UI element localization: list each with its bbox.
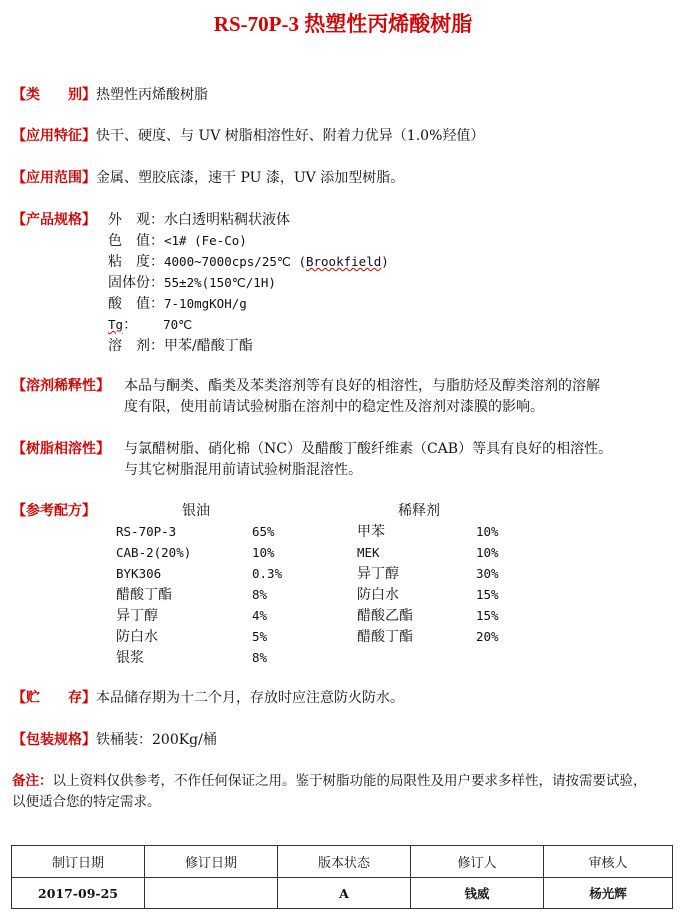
formula-cell: 防白水 [116, 629, 158, 645]
header-version: 版本状态 [278, 846, 411, 878]
formula-cell: 15% [476, 608, 499, 623]
header-created-date: 制订日期 [12, 846, 145, 878]
formula-cell: 8% [252, 650, 268, 665]
formula-cell: 30% [476, 566, 499, 581]
category-value: 热塑性丙烯酸树脂 [96, 87, 208, 103]
formula-cell: 醋酸乙酯 [357, 608, 413, 624]
dilution-label: 【溶剂稀释性】 [12, 378, 110, 394]
category-section [12, 85, 678, 105]
approver-name: 杨光辉 [544, 878, 673, 909]
spec-row: 酸 值：7-10mgKOH/g [108, 296, 247, 312]
formula-cell: 醋酸丁酯 [357, 629, 413, 645]
packaging-label: 【包装规格】 [12, 732, 96, 748]
formula-cell: BYK306 [116, 566, 162, 581]
formula-cell: 10% [252, 545, 275, 560]
formula-cell: 异丁醇 [357, 566, 399, 582]
note-line: 以便适合您的特定需求。 [12, 794, 161, 810]
scope-section [12, 168, 678, 188]
features-section [12, 126, 678, 146]
header-revised-date: 修订日期 [145, 846, 278, 878]
features-value: 快干、硬度、与 UV 树脂相溶性好、附着力优异（1.0%羟值） [96, 128, 485, 144]
document-title: RS-70P-3 热塑性丙烯酸树脂 [213, 12, 473, 36]
reviser-name: 钱威 [411, 878, 544, 909]
spec-row: 溶 剂：甲苯/醋酸丁酯 [108, 338, 253, 354]
features-label: 【应用特征】 [12, 128, 96, 144]
revised-date [145, 878, 278, 909]
formula-cell: 4% [252, 608, 268, 623]
dilution-line: 本品与酮类、酯类及苯类溶剂等有良好的相溶性，与脂肪烃及醇类溶剂的溶解 [124, 378, 600, 394]
storage-label: 【贮 存】 [12, 690, 96, 706]
formula-cell: 15% [476, 587, 499, 602]
revision-value-row [12, 878, 673, 909]
formula-cell: 10% [476, 545, 499, 560]
spec-row: 外 观：水白透明粘稠状液体 [108, 212, 290, 228]
compat-label: 【树脂相溶性】 [12, 441, 110, 457]
scope-label: 【应用范围】 [12, 170, 96, 186]
spec-row: 固体份：55±2%(150℃/1H) [108, 275, 276, 291]
header-reviser: 修订人 [411, 846, 544, 878]
revision-table [11, 845, 673, 909]
storage-value: 本品储存期为十二个月，存放时应注意防火防水。 [96, 690, 404, 706]
formula-cell: MEK [357, 545, 380, 560]
formula-cell: 5% [252, 629, 268, 644]
formula-cell: RS-70P-3 [116, 524, 177, 539]
storage-section [12, 688, 678, 708]
formula-cell: 10% [476, 524, 499, 539]
formula-right-header: 稀释剂 [398, 503, 440, 519]
formula-cell: 20% [476, 629, 499, 644]
formula-left-header: 银油 [182, 503, 210, 519]
note-line: 以上资料仅供参考，不作任何保证之用。鉴于树脂功能的局限性及用户要求多样性，请按需要试验， [52, 773, 647, 789]
category-label: 【类 别】 [12, 87, 96, 103]
version-status: A [278, 878, 411, 909]
formula-cell: 防白水 [357, 587, 399, 603]
formula-label: 【参考配方】 [12, 503, 96, 519]
packaging-section [12, 730, 678, 750]
formula-cell: 65% [252, 524, 275, 539]
packaging-value: 铁桶装：200Kg/桶 [96, 732, 217, 748]
formula-cell: CAB-2(20%) [116, 545, 192, 560]
spec-row: Tg： 70℃ [108, 317, 193, 333]
formula-cell: 8% [252, 587, 268, 602]
formula-cell: 甲苯 [357, 524, 385, 540]
compat-line: 与氯醋树脂、硝化棉（NC）及醋酸丁酸纤维素（CAB）等具有良好的相溶性。 [124, 441, 613, 457]
spec-row: 粘 度：4000~7000cps/25℃ (Brookfield) [108, 254, 389, 270]
revision-header-row [12, 846, 673, 878]
compat-line: 与其它树脂混用前请试验树脂混溶性。 [124, 462, 362, 478]
created-date: 2017-09-25 [12, 878, 145, 909]
specs-label: 【产品规格】 [12, 212, 96, 228]
disclaimer-note [12, 771, 676, 813]
formula-cell: 异丁醇 [116, 608, 158, 624]
header-approver: 审核人 [544, 846, 673, 878]
formula-cell: 0.3% [252, 566, 283, 581]
note-label: 备注： [12, 773, 53, 789]
scope-value: 金属、塑胶底漆，速干 PU 漆，UV 添加型树脂。 [96, 170, 405, 186]
formula-cell: 银浆 [116, 650, 144, 666]
dilution-line: 度有限，使用前请试验树脂在溶剂中的稳定性及溶剂对漆膜的影响。 [124, 399, 544, 415]
spec-row: 色 值：<1# (Fe-Co) [108, 233, 247, 249]
formula-cell: 醋酸丁酯 [116, 587, 172, 603]
